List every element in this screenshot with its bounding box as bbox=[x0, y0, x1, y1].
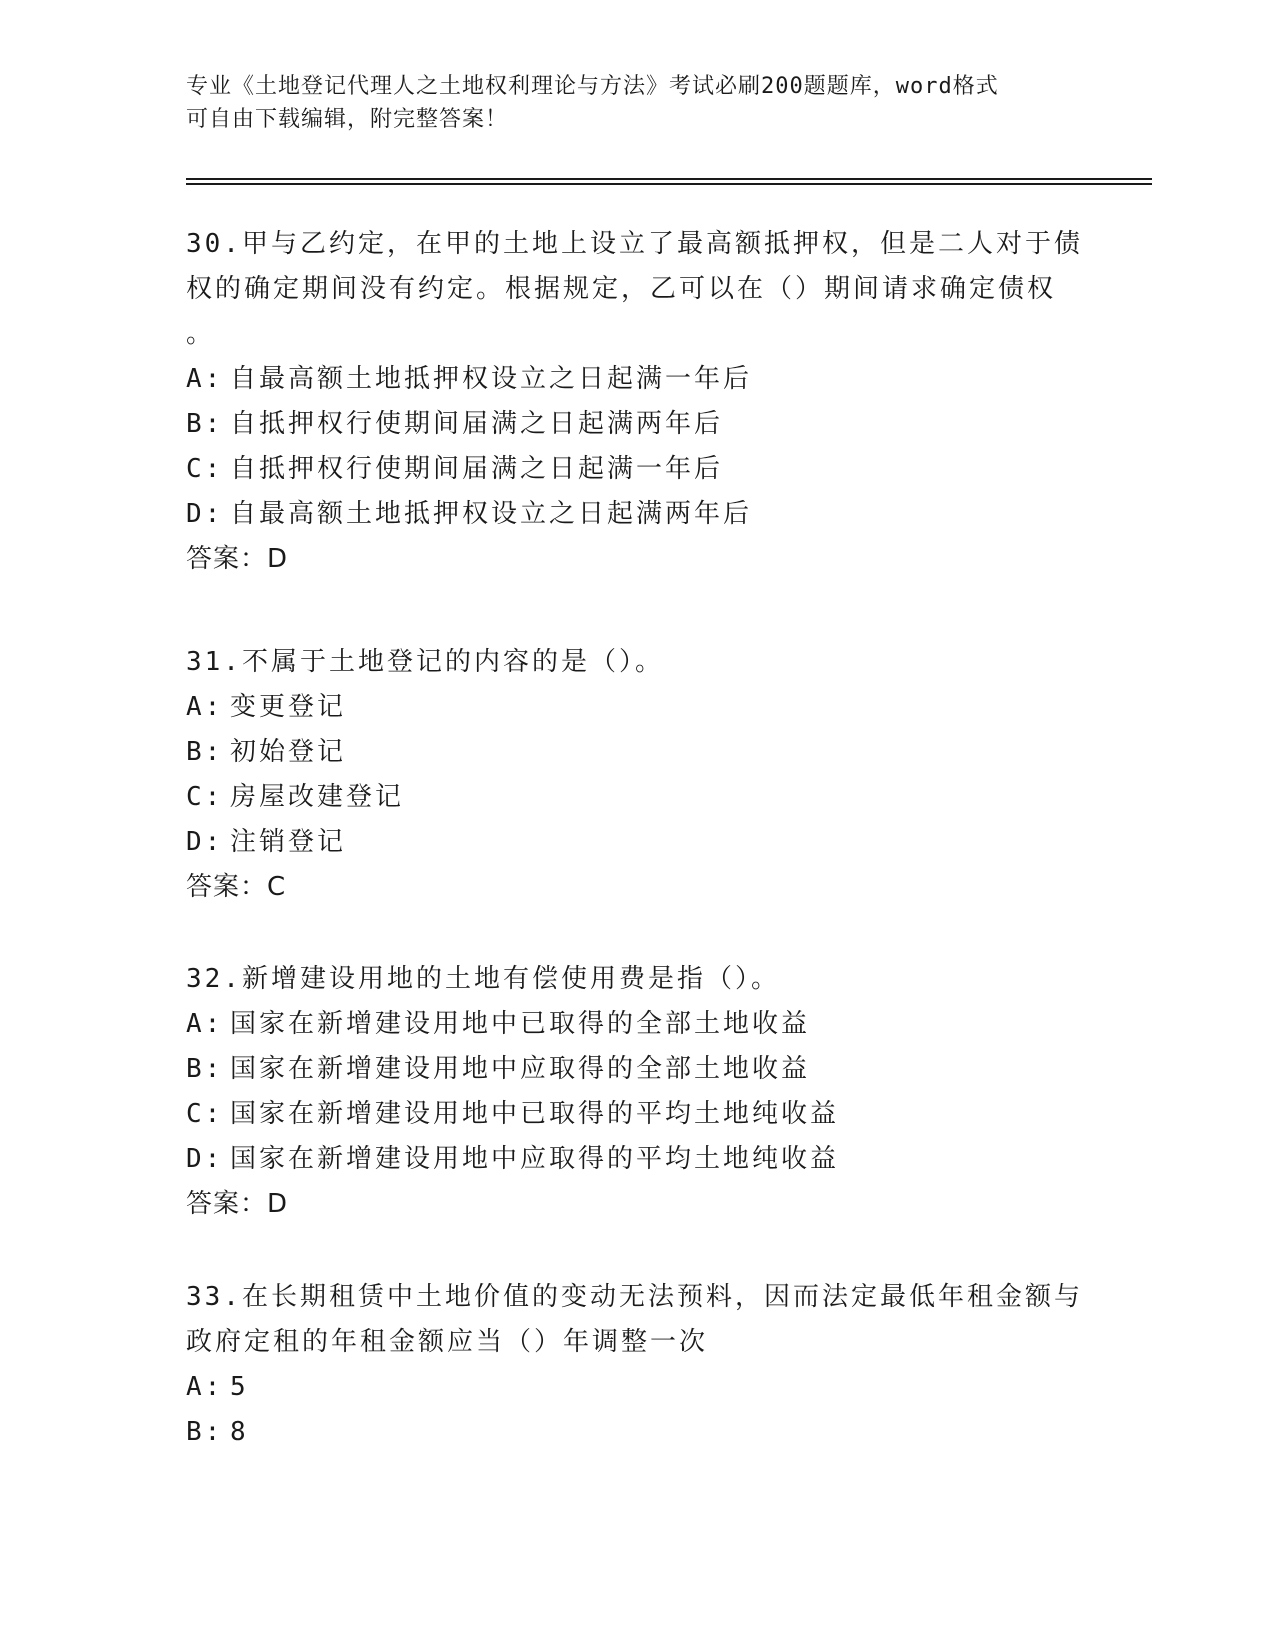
question-stem-line: 。 bbox=[186, 319, 216, 349]
question-stem bbox=[186, 222, 1086, 357]
option-key: C: bbox=[186, 1099, 224, 1129]
option-key: B: bbox=[186, 409, 224, 439]
answer-line: 答案：C bbox=[186, 872, 287, 902]
option-b bbox=[186, 730, 1086, 775]
option-d bbox=[186, 492, 1086, 537]
option-a bbox=[186, 685, 1086, 730]
question-stem bbox=[186, 1275, 1086, 1365]
option-key: C: bbox=[186, 782, 224, 812]
option-text: 国家在新增建设用地中应取得的平均土地纯收益 bbox=[230, 1144, 840, 1174]
document-header bbox=[186, 70, 1086, 136]
question-stem bbox=[186, 957, 1086, 1002]
header-line-1: 专业《土地登记代理人之土地权利理论与方法》考试必刷200题题库，word格式 bbox=[186, 74, 999, 99]
option-text: 5 bbox=[230, 1372, 249, 1402]
question-stem-line: 31.不属于土地登记的内容的是（）。 bbox=[186, 647, 664, 677]
option-c bbox=[186, 1092, 1086, 1137]
option-text: 房屋改建登记 bbox=[230, 782, 405, 812]
option-key: A: bbox=[186, 364, 224, 394]
option-c bbox=[186, 775, 1086, 820]
question-stem-line: 30.甲与乙约定，在甲的土地上设立了最高额抵押权，但是二人对于债 bbox=[186, 229, 1083, 259]
option-a bbox=[186, 357, 1086, 402]
option-key: B: bbox=[186, 1054, 224, 1084]
option-text: 自最高额土地抵押权设立之日起满两年后 bbox=[230, 499, 753, 529]
option-d bbox=[186, 820, 1086, 865]
question-32 bbox=[186, 957, 1086, 1227]
option-text: 自最高额土地抵押权设立之日起满一年后 bbox=[230, 364, 753, 394]
header-line-2: 可自由下载编辑，附完整答案！ bbox=[186, 107, 509, 132]
option-text: 国家在新增建设用地中已取得的全部土地收益 bbox=[230, 1009, 811, 1039]
option-text: 自抵押权行使期间届满之日起满两年后 bbox=[230, 409, 724, 439]
option-key: C: bbox=[186, 454, 224, 484]
option-text: 国家在新增建设用地中应取得的全部土地收益 bbox=[230, 1054, 811, 1084]
option-c bbox=[186, 447, 1086, 492]
option-text: 初始登记 bbox=[230, 737, 347, 767]
option-text: 变更登记 bbox=[230, 692, 347, 722]
question-30 bbox=[186, 222, 1086, 582]
answer-line: 答案：D bbox=[186, 544, 289, 574]
question-stem-line: 33.在长期租赁中土地价值的变动无法预料，因而法定最低年租金额与 bbox=[186, 1282, 1083, 1312]
option-key: D: bbox=[186, 827, 224, 857]
option-key: D: bbox=[186, 499, 224, 529]
option-text: 国家在新增建设用地中已取得的平均土地纯收益 bbox=[230, 1099, 840, 1129]
question-33 bbox=[186, 1275, 1086, 1455]
question-stem-line: 权的确定期间没有约定。根据规定，乙可以在（）期间请求确定债权 bbox=[186, 274, 1057, 304]
option-a bbox=[186, 1365, 1086, 1410]
option-b bbox=[186, 1410, 1086, 1455]
option-a bbox=[186, 1002, 1086, 1047]
question-31 bbox=[186, 640, 1086, 910]
option-key: A: bbox=[186, 692, 224, 722]
header-divider-bottom bbox=[186, 183, 1152, 185]
option-d bbox=[186, 1137, 1086, 1182]
option-key: B: bbox=[186, 737, 224, 767]
option-text: 8 bbox=[230, 1417, 249, 1447]
option-text: 自抵押权行使期间届满之日起满一年后 bbox=[230, 454, 724, 484]
question-stem bbox=[186, 640, 1086, 685]
option-b bbox=[186, 1047, 1086, 1092]
option-key: A: bbox=[186, 1009, 224, 1039]
option-key: A: bbox=[186, 1372, 224, 1402]
header-divider-top bbox=[186, 178, 1152, 180]
option-key: B: bbox=[186, 1417, 224, 1447]
option-b bbox=[186, 402, 1086, 447]
question-stem-line: 32.新增建设用地的土地有偿使用费是指（）。 bbox=[186, 964, 780, 994]
question-stem-line: 政府定租的年租金额应当（）年调整一次 bbox=[186, 1327, 709, 1357]
option-text: 注销登记 bbox=[230, 827, 347, 857]
answer-line: 答案：D bbox=[186, 1189, 289, 1219]
option-key: D: bbox=[186, 1144, 224, 1174]
